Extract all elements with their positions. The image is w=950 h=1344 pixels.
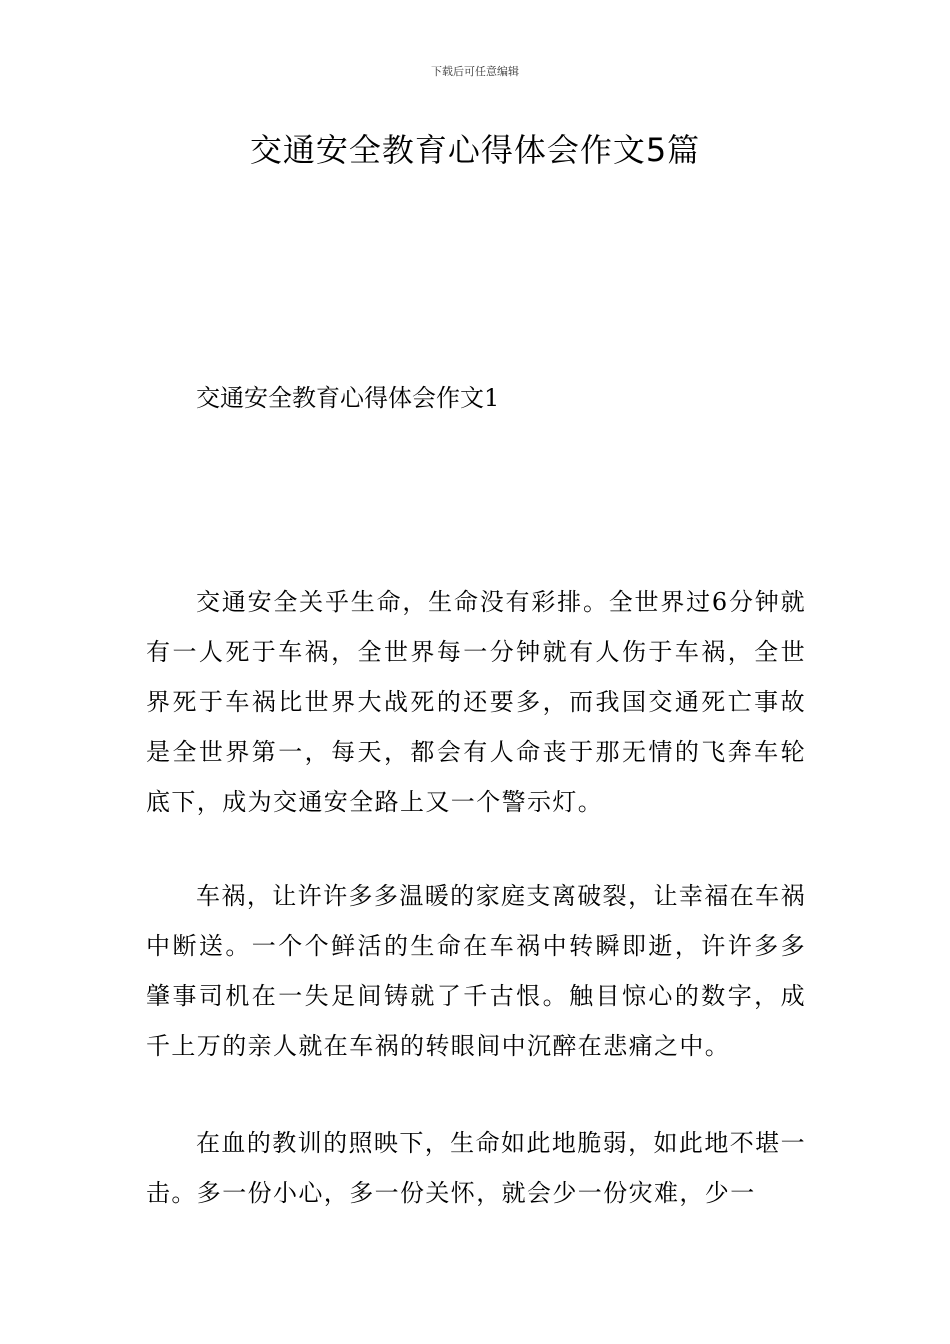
paragraph-2: 车祸，让许许多多温暖的家庭支离破裂，让幸福在车祸中断送。一个个鲜活的生命在车祸中转瞬即逝，许许多多肇事司机在一失足间铸就了千古恨。触目惊心的数字，成千上万的亲人就在车祸的转眼间中沉醉在悲痛之中。 — [146, 882, 806, 1060]
header-note: 下载后可任意编辑 — [431, 65, 519, 78]
document-title: 交通安全教育心得体会作文5篇 — [249, 131, 701, 169]
paragraph-3: 在血的教训的照映下，生命如此地脆弱，如此地不堪一击。多一份小心，多一份关怀，就会少一份灾难，少一 — [146, 1129, 806, 1207]
section-heading: 交通安全教育心得体会作文1 — [196, 384, 500, 412]
paragraph-1: 交通安全关乎生命，生命没有彩排。全世界过6分钟就有一人死于车祸，全世界每一分钟就有人伤于车祸，全世界死于车祸比世界大战死的还要多，而我国交通死亡事故是全世界第一，每天，都会有人命丧于那无情的飞奔车轮底下，成为交通安全路上又一个警示灯。 — [146, 588, 806, 816]
